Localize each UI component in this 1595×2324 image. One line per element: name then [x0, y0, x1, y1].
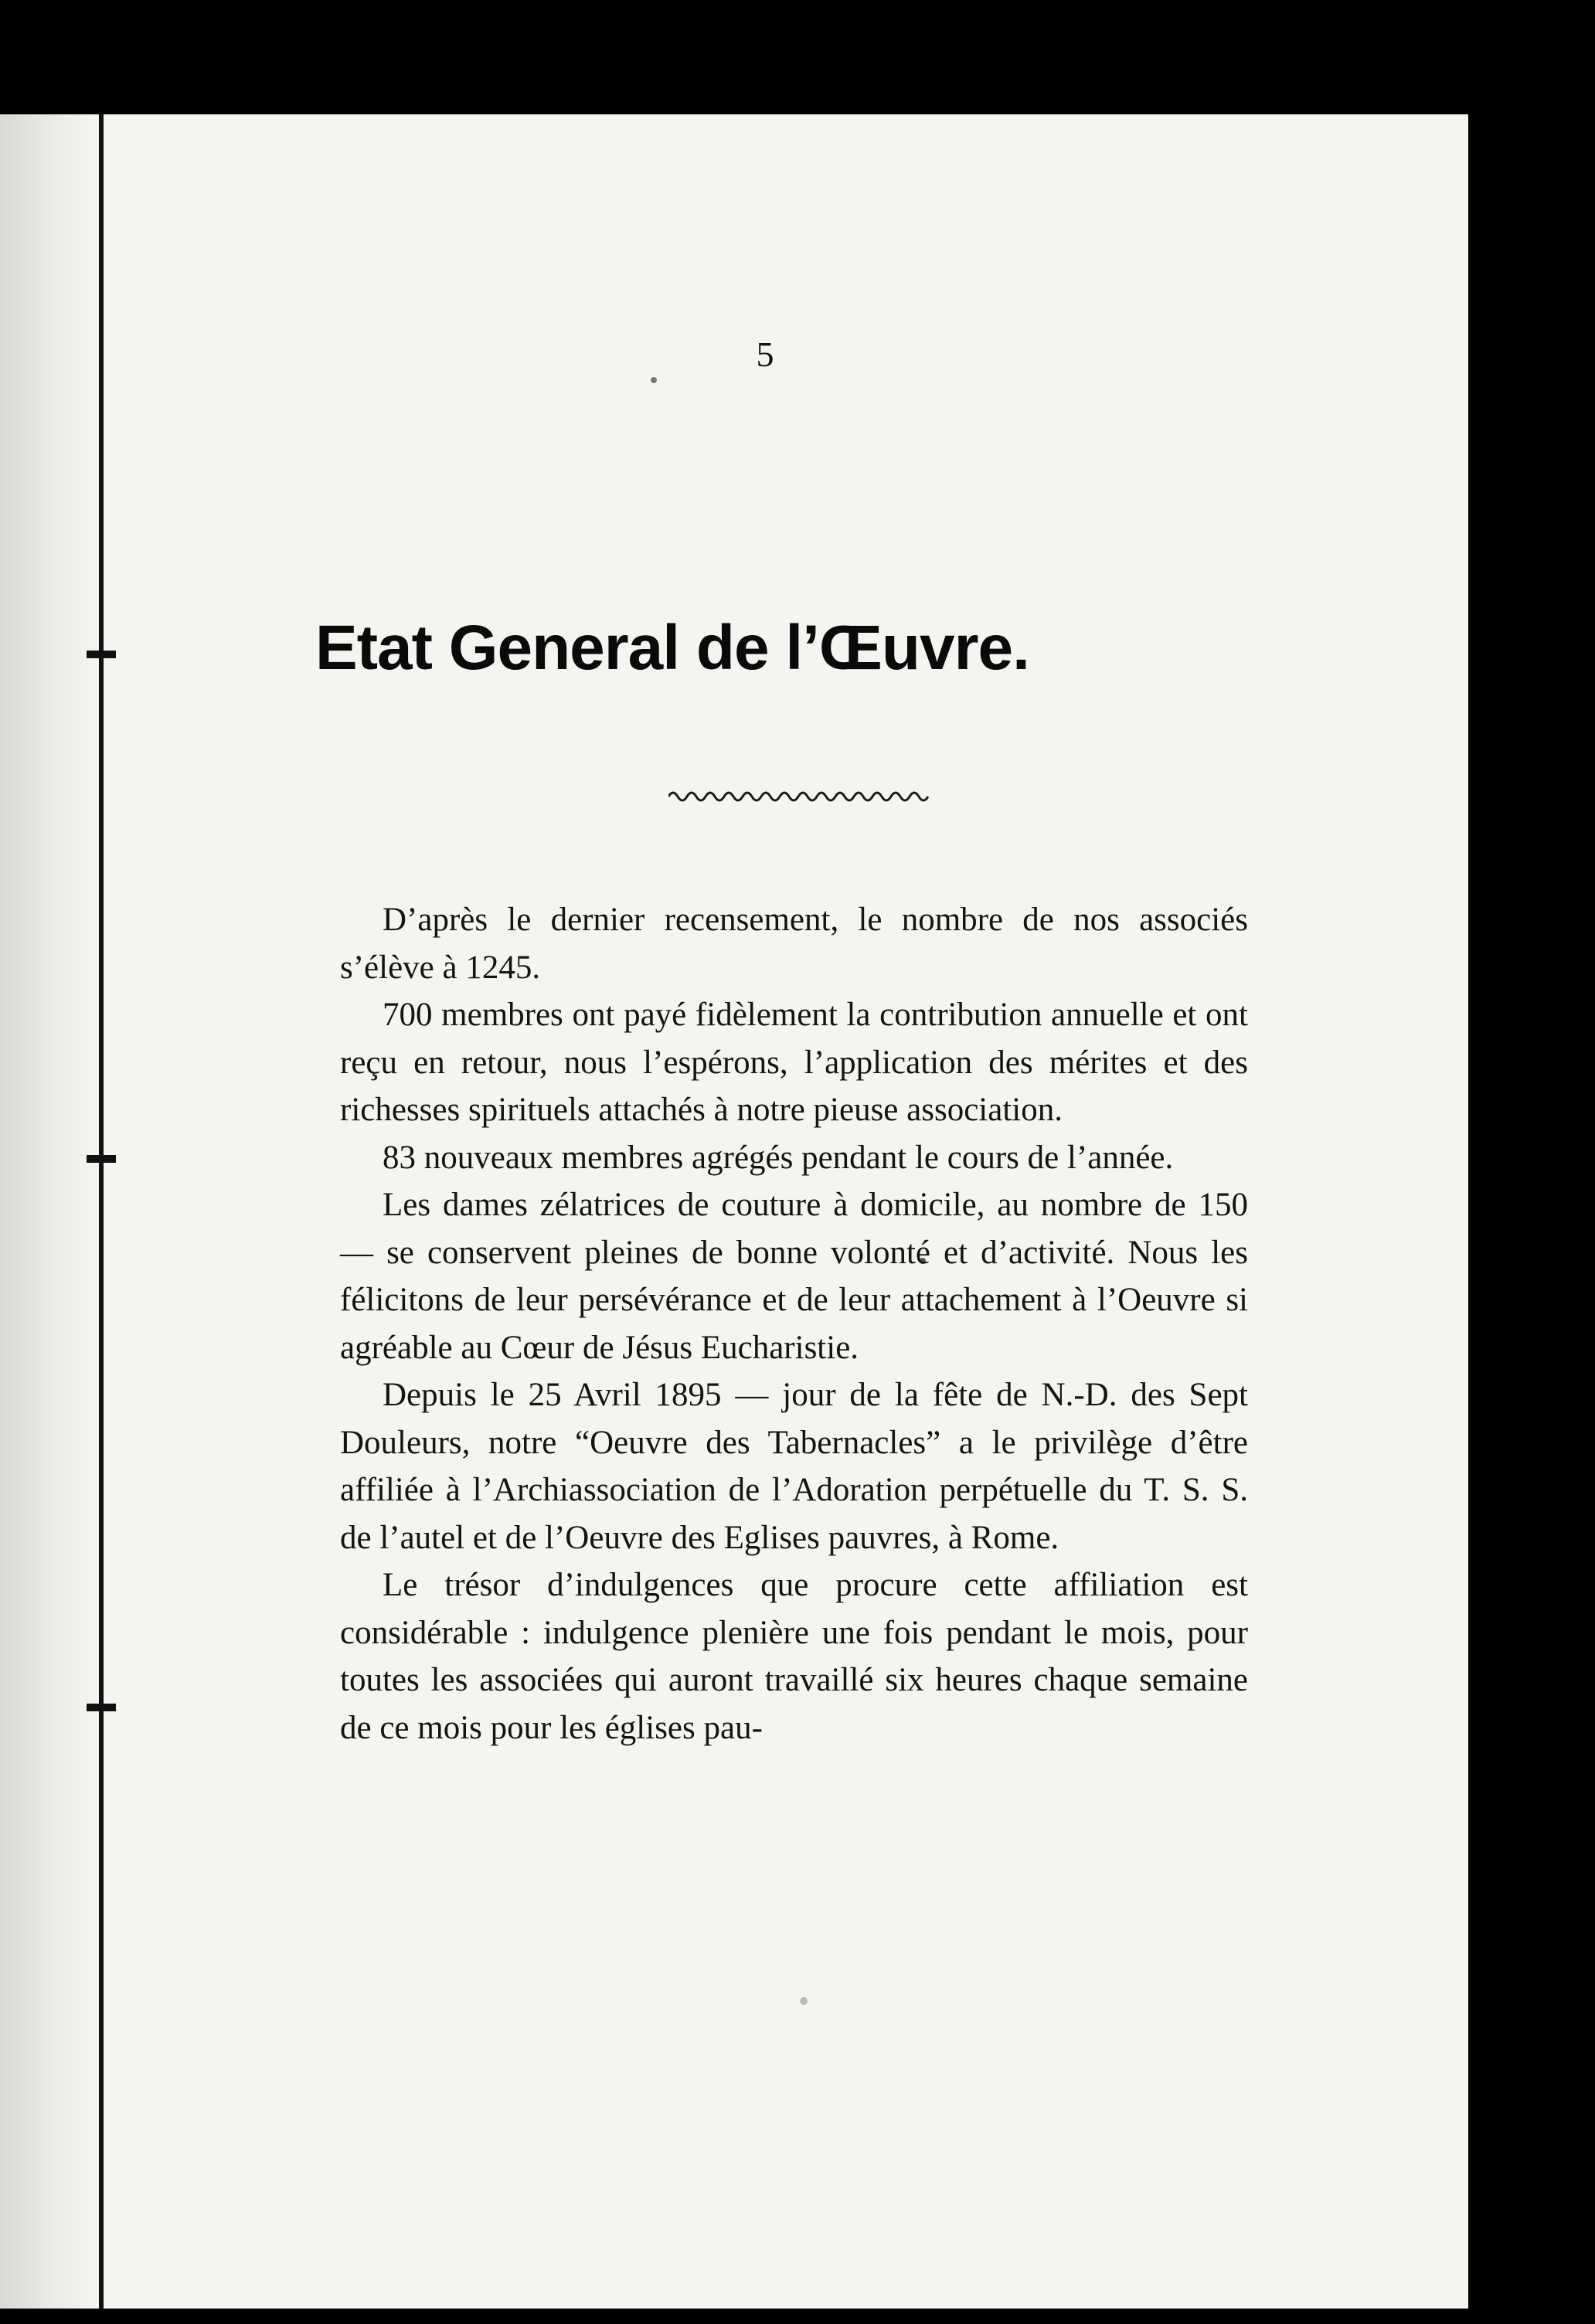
- paragraph: Le trésor d’indulgences que procure cette affiliation est considérable : indulgence plenière une fois pendant le mois, pour toutes les associées qui auront travaillé six heures chaque semaine de ce mois pour les églises pau-: [340, 1567, 1248, 1746]
- paragraph: D’après le dernier recensement, le nombre de nos associés s’élève à 1245.: [340, 902, 1248, 986]
- paragraph: Depuis le 25 Avril 1895 — jour de la fête de N.-D. des Sept Douleurs, notre “Oeuvre des Tabernacles” a le privilège d’être affiliée à l’Archiassociation de l’Adoration perpétuelle du T. S. S. de l’autel et de l’Oeuvre des Eglises pauvres, à Rome.: [340, 1377, 1248, 1556]
- page-left-margin: [0, 114, 97, 2309]
- body-text: [340, 896, 1248, 1751]
- binding-tick: [87, 1704, 116, 1711]
- document-title: Etat General de l’Œuvre.: [315, 613, 1029, 683]
- binding-line: [99, 114, 104, 2309]
- dust-speck: [800, 1997, 808, 2005]
- dust-speck: [651, 377, 657, 383]
- binding-tick: [87, 1155, 116, 1163]
- wavy-rule-ornament: [668, 787, 931, 807]
- page-number: 5: [756, 335, 774, 374]
- paragraph: 83 nouveaux membres agrégés pendant le cours de l’année.: [383, 1139, 1174, 1176]
- paragraph: 700 membres ont payé fidèlement la contribution annuelle et ont reçu en retour, nous l’espérons, l’application des mérites et des richesses spirituels attachés à notre pieuse association.: [340, 997, 1248, 1128]
- paragraph: Les dames zélatrices de couture à domicile, au nombre de 150 — se conservent pleines de bonne volonté et d’activité. Nous les félicitons de leur persévérance et de leur attachement à l’Oeuvre si agréable au Cœur de Jésus Eucharistie.: [340, 1187, 1248, 1366]
- binding-tick: [87, 651, 116, 658]
